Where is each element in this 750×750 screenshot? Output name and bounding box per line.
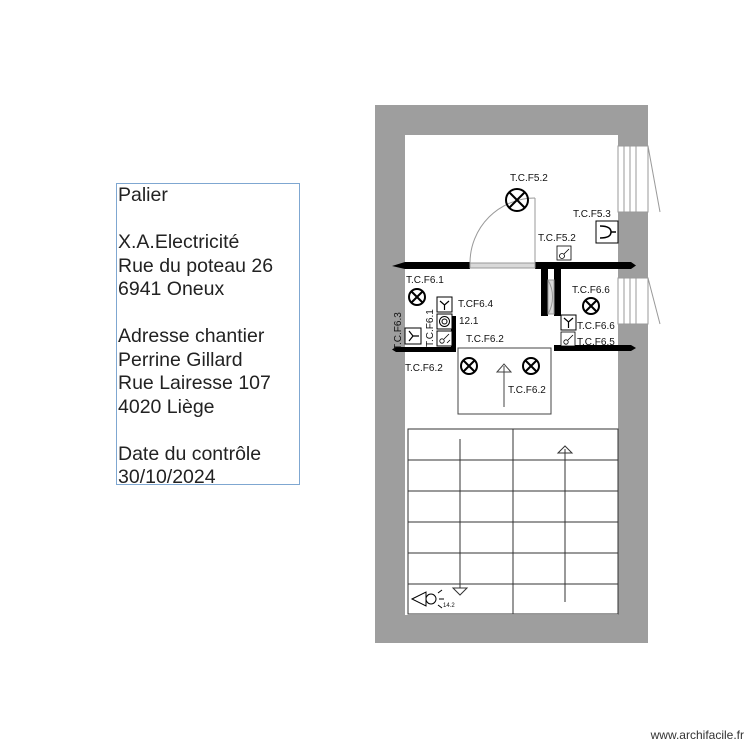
- outlet-icon-f66: [561, 315, 576, 330]
- room-name: Palier: [118, 184, 168, 206]
- label-tcf52-top: T.C.F5.2: [510, 173, 548, 184]
- label-tcf61-vertical: T.C.F6.1: [425, 309, 436, 347]
- client-name: Perrine Gillard: [118, 348, 243, 371]
- company-street: Rue du poteau 26: [118, 254, 274, 277]
- outlet-icon-f64: [437, 297, 452, 312]
- label-tcf65: T.C.F6.5: [577, 337, 615, 348]
- window-bottom: [618, 278, 660, 324]
- label-tcf66-bottom: T.C.F6.6: [577, 321, 615, 332]
- label-tcf62-top: T.C.F6.2: [466, 334, 504, 345]
- info-box: [116, 183, 300, 488]
- label-tcf52-switch: T.C.F5.2: [538, 233, 576, 244]
- site-heading: Adresse chantier: [118, 325, 265, 347]
- footer-credit: www.archifacile.fr: [650, 728, 744, 742]
- switch-icon-f65: [561, 332, 575, 346]
- label-num121: 12.1: [459, 316, 479, 327]
- label-tcf66-top: T.C.F6.6: [572, 285, 610, 296]
- label-tcf62-left: T.C.F6.2: [405, 363, 443, 374]
- switch-icon-f52: [557, 246, 571, 260]
- window-top: [618, 146, 660, 212]
- label-tcf64: T.CF6.4: [458, 299, 494, 310]
- switch-icon-f64: [437, 331, 452, 346]
- site-street: Rue Lairesse 107: [118, 372, 271, 394]
- label-tcf63: T.C.F6.3: [393, 312, 404, 350]
- company-name: X.A.Electricité: [118, 231, 240, 253]
- label-tcf53: T.C.F5.3: [573, 209, 611, 220]
- label-num142: 14.2: [443, 603, 455, 609]
- label-tcf61: T.C.F6.1: [406, 275, 444, 286]
- outlet-icon-f63: [405, 328, 421, 344]
- site-city: 4020 Liège: [118, 395, 215, 418]
- date-value: 30/10/2024: [118, 466, 216, 488]
- date-heading: Date du contrôle: [118, 442, 262, 465]
- label-tcf62-right: T.C.F6.2: [508, 385, 546, 396]
- door-side: [548, 280, 554, 314]
- company-city: 6941 Oneux: [118, 278, 225, 300]
- room-interior: [405, 135, 618, 615]
- socket-icon-f64: [437, 314, 452, 329]
- outlet-icon-f53: [596, 221, 618, 243]
